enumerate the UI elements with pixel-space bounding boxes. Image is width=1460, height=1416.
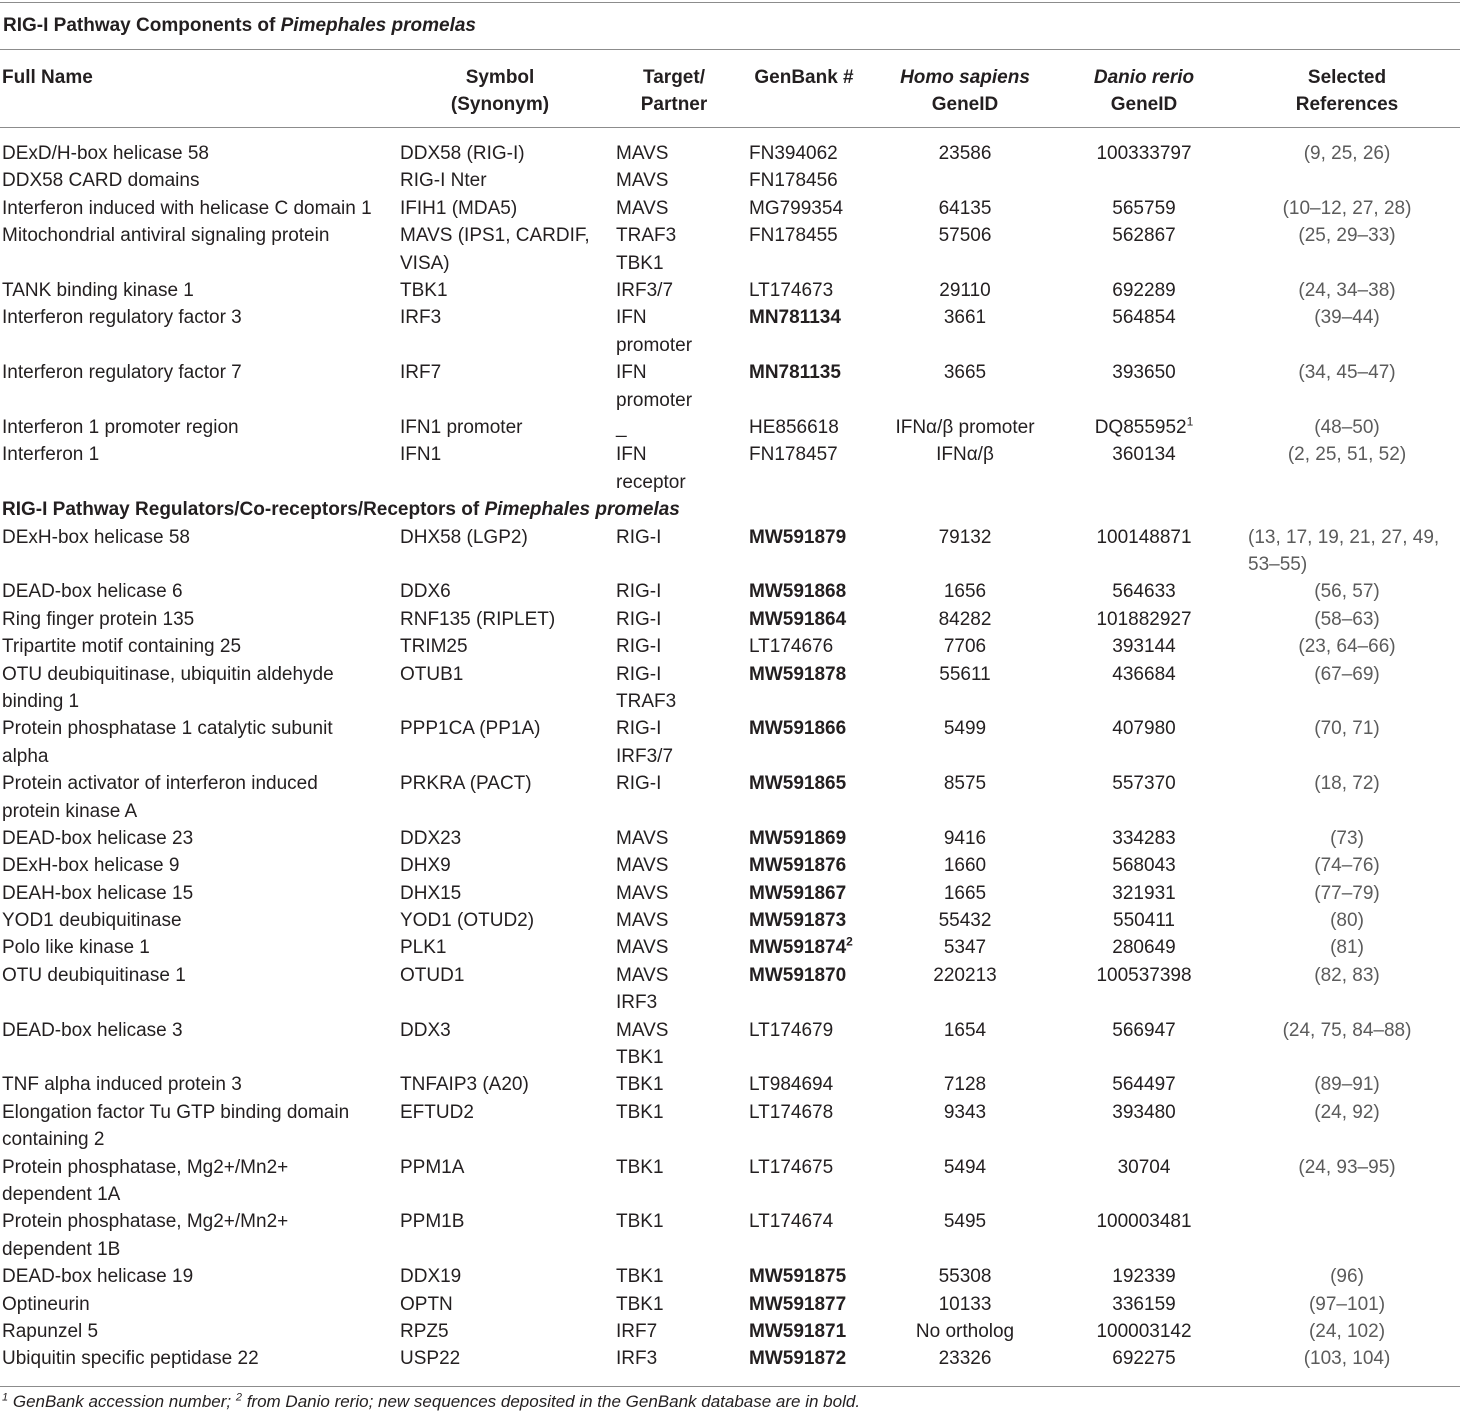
- cell-target: MAVS: [616, 855, 669, 877]
- table-row: [0, 1208, 1460, 1263]
- cell-homo-geneid: 5494: [943, 1156, 987, 1178]
- cell-full-name: Protein phosphatase 1 catalytic subunit alpha: [2, 718, 333, 767]
- cell-symbol: TBK1: [400, 279, 448, 301]
- cell-danio-geneid: 101882927: [1096, 608, 1192, 630]
- cell-genbank: MW591879: [749, 526, 847, 548]
- cell-target: MAVS: [616, 197, 669, 219]
- cell-references: (56, 57): [1314, 581, 1380, 603]
- header-full-name: Full Name: [2, 67, 93, 88]
- cell-symbol: IFN1 promoter: [400, 416, 523, 438]
- cell-references: (34, 45–47): [1298, 362, 1396, 384]
- cell-symbol: PRKRA (PACT): [400, 773, 532, 795]
- table-top-rule: [0, 2, 1460, 3]
- cell-target: TBK1: [616, 1074, 664, 1096]
- cell-target: _: [616, 416, 627, 438]
- cell-full-name: OTU deubiquitinase 1: [2, 964, 186, 986]
- header-target: Target/ Partner: [640, 67, 708, 115]
- cell-references: (67–69): [1314, 663, 1380, 685]
- table-row: [0, 606, 1460, 633]
- header-homo-sapiens: Homo sapiens GeneID: [900, 67, 1030, 115]
- cell-homo-geneid: 55308: [938, 1266, 992, 1288]
- cell-homo-geneid: 23586: [938, 143, 992, 164]
- cell-symbol: PPM1B: [400, 1211, 465, 1233]
- table-row: [0, 1099, 1460, 1154]
- cell-full-name: Ubiquitin specific peptidase 22: [2, 1348, 259, 1370]
- cell-references: (24, 92): [1314, 1101, 1380, 1123]
- cell-danio-geneid: 393480: [1112, 1101, 1176, 1123]
- cell-references: (58–63): [1314, 608, 1380, 630]
- cell-references: (24, 34–38): [1298, 279, 1396, 301]
- cell-references: (13, 17, 19, 21, 27, 49, 53–55): [1248, 526, 1440, 575]
- cell-target: IFN receptor: [616, 444, 686, 493]
- cell-target: MAVS TBK1: [616, 1019, 669, 1069]
- cell-full-name: Tripartite motif containing 25: [2, 636, 242, 658]
- cell-references: (23, 64–66): [1298, 636, 1396, 658]
- cell-target: RIG-I: [616, 636, 662, 658]
- cell-full-name: Mitochondrial antiviral signaling protein: [2, 225, 330, 247]
- cell-symbol: RPZ5: [400, 1321, 449, 1342]
- cell-danio-geneid: 407980: [1112, 718, 1176, 740]
- table-title: RIG-I Pathway Components of Pimephales promelas: [3, 15, 476, 36]
- cell-genbank: MG799354: [749, 197, 844, 219]
- cell-full-name: DExD/H-box helicase 58: [2, 143, 209, 164]
- cell-symbol: OPTN: [400, 1293, 453, 1315]
- cell-target: RIG-I: [616, 608, 662, 630]
- cell-genbank: FN178456: [749, 170, 838, 192]
- cell-danio-geneid: 562867: [1112, 225, 1176, 247]
- cell-genbank: MW591870: [749, 964, 847, 986]
- cell-genbank: FN178455: [749, 225, 838, 247]
- cell-homo-geneid: 5495: [943, 1211, 987, 1233]
- cell-symbol: EFTUD2: [400, 1101, 474, 1123]
- header-symbol: Symbol (Synonym): [450, 67, 550, 115]
- cell-full-name: DEAD-box helicase 6: [2, 581, 183, 603]
- table-row: [0, 167, 1460, 194]
- table-row: [0, 414, 1460, 441]
- cell-homo-geneid: 7128: [943, 1074, 987, 1096]
- cell-symbol: RNF135 (RIPLET): [400, 608, 556, 630]
- table-row: [0, 359, 1460, 414]
- cell-symbol: DHX9: [400, 855, 451, 877]
- cell-homo-geneid: 1654: [943, 1019, 987, 1041]
- table-row: [0, 661, 1460, 716]
- cell-homo-geneid: 10133: [938, 1293, 992, 1315]
- cell-target: MAVS IRF3: [616, 964, 669, 1014]
- cell-homo-geneid: 1665: [943, 882, 987, 904]
- cell-symbol: OTUD1: [400, 964, 465, 986]
- cell-genbank: MW591871: [749, 1321, 847, 1342]
- cell-homo-geneid: 9416: [943, 827, 987, 849]
- cell-genbank: MW591869: [749, 827, 847, 849]
- table-row: [0, 1291, 1460, 1318]
- cell-homo-geneid: 23326: [938, 1348, 992, 1370]
- cell-target: TBK1: [616, 1211, 664, 1233]
- cell-symbol: DHX58 (LGP2): [400, 526, 528, 548]
- cell-homo-geneid: No ortholog: [915, 1321, 1015, 1342]
- cell-references: (74–76): [1314, 855, 1380, 877]
- header-references: Selected References: [1295, 67, 1399, 115]
- table-row: [0, 441, 1460, 496]
- cell-full-name: DEAD-box helicase 23: [2, 827, 194, 849]
- cell-full-name: DExH-box helicase 58: [2, 526, 190, 548]
- cell-references: (89–91): [1314, 1074, 1380, 1096]
- table-row: [0, 304, 1460, 359]
- cell-symbol: DDX6: [400, 581, 451, 603]
- cell-full-name: Optineurin: [2, 1293, 90, 1315]
- cell-references: (77–79): [1314, 882, 1380, 904]
- cell-symbol: IFN1: [400, 444, 442, 466]
- cell-genbank: LT174678: [749, 1101, 834, 1123]
- cell-genbank: MW591872: [749, 1348, 847, 1370]
- cell-full-name: Protein phosphatase, Mg2+/Mn2+ dependent 1B: [2, 1211, 289, 1260]
- cell-target: MAVS: [616, 910, 669, 932]
- cell-homo-geneid: 5499: [943, 718, 987, 740]
- cell-references: (70, 71): [1314, 718, 1380, 740]
- cell-symbol: PLK1: [400, 937, 447, 959]
- cell-danio-geneid: 565759: [1112, 197, 1176, 219]
- cell-full-name: Rapunzel 5: [2, 1321, 99, 1342]
- cell-full-name: YOD1 deubiquitinase: [2, 910, 182, 932]
- cell-danio-geneid: 566947: [1112, 1019, 1176, 1041]
- cell-homo-geneid: IFNα/β: [936, 444, 994, 466]
- cell-target: RIG-I: [616, 773, 662, 795]
- cell-danio-geneid: 100003142: [1096, 1321, 1192, 1342]
- cell-danio-geneid: 393650: [1112, 362, 1176, 384]
- cell-references: (24, 102): [1308, 1321, 1386, 1342]
- cell-symbol: USP22: [400, 1348, 461, 1370]
- cell-symbol: DDX23: [400, 827, 462, 849]
- cell-danio-geneid: 334283: [1112, 827, 1176, 849]
- section-title: RIG-I Pathway Regulators/Co-receptors/Receptors of Pimephales promelas: [2, 499, 680, 521]
- cell-danio-geneid: 100148871: [1096, 526, 1192, 548]
- table-row: [0, 1318, 1460, 1345]
- cell-target: TBK1: [616, 1101, 664, 1123]
- table-row: [0, 195, 1460, 222]
- cell-danio-geneid: 192339: [1112, 1266, 1176, 1288]
- cell-symbol: RIG-I Nter: [400, 170, 487, 192]
- cell-genbank: HE856618: [749, 416, 839, 438]
- cell-danio-geneid: 564633: [1112, 581, 1176, 603]
- cell-danio-geneid: 360134: [1112, 444, 1176, 466]
- cell-full-name: OTU deubiquitinase, ubiquitin aldehyde binding 1: [2, 663, 334, 712]
- table-row: [0, 1154, 1460, 1209]
- cell-danio-geneid: 393144: [1112, 636, 1176, 658]
- cell-references: (39–44): [1314, 307, 1380, 329]
- table-row: [0, 962, 1460, 1017]
- cell-genbank: MW591874$^2$: [749, 935, 853, 959]
- footnote: $^1$ GenBank accession number; $^2$ from Danio rerio; new sequences deposited in the GenBank database are in bold.: [2, 1391, 861, 1411]
- cell-references: (48–50): [1314, 416, 1380, 438]
- cell-target: MAVS: [616, 937, 669, 959]
- cell-genbank: MW591877: [749, 1293, 847, 1315]
- cell-references: (103, 104): [1303, 1348, 1391, 1370]
- cell-danio-geneid: 100003481: [1096, 1211, 1192, 1233]
- cell-homo-geneid: 57506: [938, 225, 992, 247]
- cell-homo-geneid: 84282: [938, 608, 992, 630]
- cell-symbol: IFIH1 (MDA5): [400, 197, 518, 219]
- cell-danio-geneid: 436684: [1112, 663, 1176, 685]
- cell-target: TBK1: [616, 1156, 664, 1178]
- cell-danio-geneid: 336159: [1112, 1293, 1176, 1315]
- table-row: [0, 1017, 1460, 1072]
- header-danio-rerio: Danio rerio GeneID: [1093, 67, 1195, 115]
- cell-target: MAVS: [616, 827, 669, 849]
- table-row: [0, 934, 1460, 961]
- cell-genbank: FN178457: [749, 444, 838, 466]
- cell-symbol: IRF7: [400, 362, 442, 384]
- cell-full-name: Ring finger protein 135: [2, 608, 195, 630]
- cell-genbank: MN781134: [749, 307, 841, 329]
- cell-references: (81): [1330, 937, 1364, 959]
- cell-target: TBK1: [616, 1266, 664, 1288]
- cell-danio-geneid: 692275: [1112, 1348, 1176, 1370]
- cell-symbol: IRF3: [400, 307, 442, 329]
- cell-danio-geneid: 564854: [1112, 307, 1176, 329]
- cell-homo-geneid: 1660: [943, 855, 987, 877]
- cell-full-name: TNF alpha induced protein 3: [2, 1074, 242, 1096]
- cell-symbol: PPM1A: [400, 1156, 465, 1178]
- cell-homo-geneid: 64135: [938, 197, 992, 219]
- cell-target: MAVS: [616, 170, 669, 192]
- cell-full-name: DExH-box helicase 9: [2, 855, 180, 877]
- cell-full-name: Polo like kinase 1: [2, 937, 150, 959]
- cell-target: IFN promoter: [616, 307, 693, 356]
- cell-symbol: YOD1 (OTUD2): [400, 910, 535, 932]
- cell-full-name: Interferon induced with helicase C domain 1: [2, 197, 372, 219]
- table-row: [0, 1071, 1460, 1098]
- table-bottom-rule: [0, 1386, 1460, 1387]
- cell-references: (10–12, 27, 28): [1282, 197, 1412, 219]
- cell-target: TRAF3 TBK1: [616, 225, 677, 274]
- cell-full-name: DEAD-box helicase 3: [2, 1019, 183, 1041]
- cell-target: MAVS: [616, 882, 669, 904]
- cell-genbank: MW591866: [749, 718, 847, 740]
- cell-danio-geneid: 100537398: [1096, 964, 1192, 986]
- table-row: [0, 770, 1460, 825]
- cell-danio-geneid: 100333797: [1096, 143, 1192, 164]
- cell-symbol: DDX58 (RIG-I): [400, 143, 525, 164]
- cell-genbank: MW591864: [749, 608, 847, 630]
- header-divider: [0, 127, 1460, 128]
- cell-target: IRF7: [616, 1321, 658, 1342]
- cell-references: (73): [1330, 827, 1364, 849]
- cell-references: (82, 83): [1314, 964, 1380, 986]
- cell-references: (24, 93–95): [1298, 1156, 1396, 1178]
- cell-danio-geneid: 564497: [1112, 1074, 1176, 1096]
- cell-full-name: Elongation factor Tu GTP binding domain containing 2: [2, 1101, 350, 1151]
- cell-target: RIG-I: [616, 526, 662, 548]
- cell-symbol: DDX19: [400, 1266, 462, 1288]
- table-row: [0, 633, 1460, 660]
- cell-genbank: MW591873: [749, 910, 847, 932]
- cell-danio-geneid: DQ855952$^1$: [1094, 414, 1194, 438]
- cell-full-name: Interferon 1 promoter region: [2, 416, 239, 438]
- cell-target: TBK1: [616, 1293, 664, 1315]
- cell-symbol: DDX3: [400, 1019, 451, 1041]
- table-title-species: Pimephales promelas: [280, 15, 476, 36]
- table-row: [0, 524, 1460, 579]
- cell-homo-geneid: 55611: [939, 663, 991, 685]
- cell-full-name: Interferon regulatory factor 3: [2, 307, 242, 329]
- cell-genbank: LT174679: [749, 1019, 834, 1041]
- cell-target: RIG-I TRAF3: [616, 663, 677, 712]
- table-row: [0, 1345, 1460, 1372]
- table-row: [0, 880, 1460, 907]
- cell-genbank: LT174675: [749, 1156, 834, 1178]
- cell-danio-geneid: 550411: [1113, 910, 1175, 932]
- cell-homo-geneid: 8575: [943, 773, 987, 795]
- cell-genbank: LT984694: [749, 1074, 834, 1096]
- cell-genbank: MW591878: [749, 663, 847, 685]
- cell-references: (9, 25, 26): [1303, 143, 1391, 164]
- cell-danio-geneid: 557370: [1112, 773, 1176, 795]
- cell-full-name: Protein activator of interferon induced protein kinase A: [2, 773, 318, 822]
- cell-target: RIG-I IRF3/7: [616, 718, 674, 767]
- cell-symbol: TNFAIP3 (A20): [400, 1074, 529, 1096]
- cell-full-name: TANK binding kinase 1: [2, 279, 194, 301]
- cell-references: (24, 75, 84–88): [1282, 1019, 1412, 1041]
- cell-genbank: LT174674: [749, 1211, 834, 1233]
- table-row: [0, 277, 1460, 304]
- table-row: [0, 1263, 1460, 1290]
- cell-genbank: LT174673: [749, 279, 834, 301]
- cell-homo-geneid: 3665: [943, 362, 987, 384]
- cell-references: (97–101): [1308, 1293, 1386, 1315]
- cell-target: RIG-I: [616, 581, 662, 603]
- cell-full-name: DEAH-box helicase 15: [2, 882, 194, 904]
- cell-target: IFN promoter: [616, 362, 693, 411]
- cell-homo-geneid: 1656: [943, 581, 987, 603]
- cell-danio-geneid: 568043: [1112, 855, 1176, 877]
- cell-homo-geneid: 55432: [938, 910, 992, 932]
- table-row: [0, 907, 1460, 934]
- cell-homo-geneid: 3661: [943, 307, 987, 329]
- cell-genbank: MW591868: [749, 581, 847, 603]
- table-row: [0, 715, 1460, 770]
- table-row: [0, 825, 1460, 852]
- cell-full-name: Protein phosphatase, Mg2+/Mn2+ dependent 1A: [2, 1156, 289, 1206]
- cell-homo-geneid: 220213: [933, 964, 997, 986]
- cell-target: IRF3: [616, 1348, 658, 1370]
- cell-genbank: MN781135: [749, 362, 841, 384]
- cell-genbank: MW591865: [749, 773, 847, 795]
- table-body: [0, 140, 1460, 1373]
- cell-full-name: Interferon 1: [2, 444, 100, 466]
- cell-references: (96): [1330, 1266, 1364, 1288]
- cell-genbank: MW591867: [749, 882, 847, 904]
- cell-danio-geneid: 280649: [1112, 937, 1176, 959]
- cell-full-name: Interferon regulatory factor 7: [2, 362, 242, 384]
- cell-references: (2, 25, 51, 52): [1287, 444, 1407, 466]
- cell-homo-geneid: 7706: [943, 636, 987, 658]
- cell-references: (18, 72): [1314, 773, 1380, 795]
- table-row: [0, 578, 1460, 605]
- cell-symbol: PPP1CA (PP1A): [400, 718, 541, 740]
- cell-full-name: DEAD-box helicase 19: [2, 1266, 194, 1288]
- cell-danio-geneid: 321931: [1112, 882, 1176, 904]
- cell-target: IRF3/7: [616, 279, 674, 301]
- cell-symbol: OTUB1: [400, 663, 464, 685]
- cell-symbol: MAVS (IPS1, CARDIF, VISA): [400, 225, 590, 274]
- cell-symbol: DHX15: [400, 882, 462, 904]
- cell-homo-geneid: 79132: [938, 526, 992, 548]
- table-row: [0, 222, 1460, 277]
- cell-danio-geneid: 30704: [1117, 1156, 1171, 1178]
- cell-references: (80): [1330, 910, 1364, 932]
- title-divider: [0, 49, 1460, 50]
- cell-symbol: TRIM25: [400, 636, 468, 658]
- cell-homo-geneid: 9343: [943, 1101, 987, 1123]
- cell-target: MAVS: [616, 143, 669, 164]
- cell-homo-geneid: 29110: [939, 279, 991, 301]
- cell-homo-geneid: 5347: [943, 937, 987, 959]
- table-row: [0, 852, 1460, 879]
- table-row: [0, 140, 1460, 167]
- cell-genbank: MW591875: [749, 1266, 847, 1288]
- cell-danio-geneid: 692289: [1112, 279, 1176, 301]
- cell-references: (25, 29–33): [1298, 225, 1396, 247]
- cell-genbank: FN394062: [749, 143, 838, 164]
- cell-genbank: MW591876: [749, 855, 847, 877]
- cell-full-name: DDX58 CARD domains: [2, 170, 200, 192]
- cell-homo-geneid: IFNα/β promoter: [895, 416, 1035, 438]
- header-genbank: GenBank #: [754, 67, 854, 88]
- cell-genbank: LT174676: [749, 636, 834, 658]
